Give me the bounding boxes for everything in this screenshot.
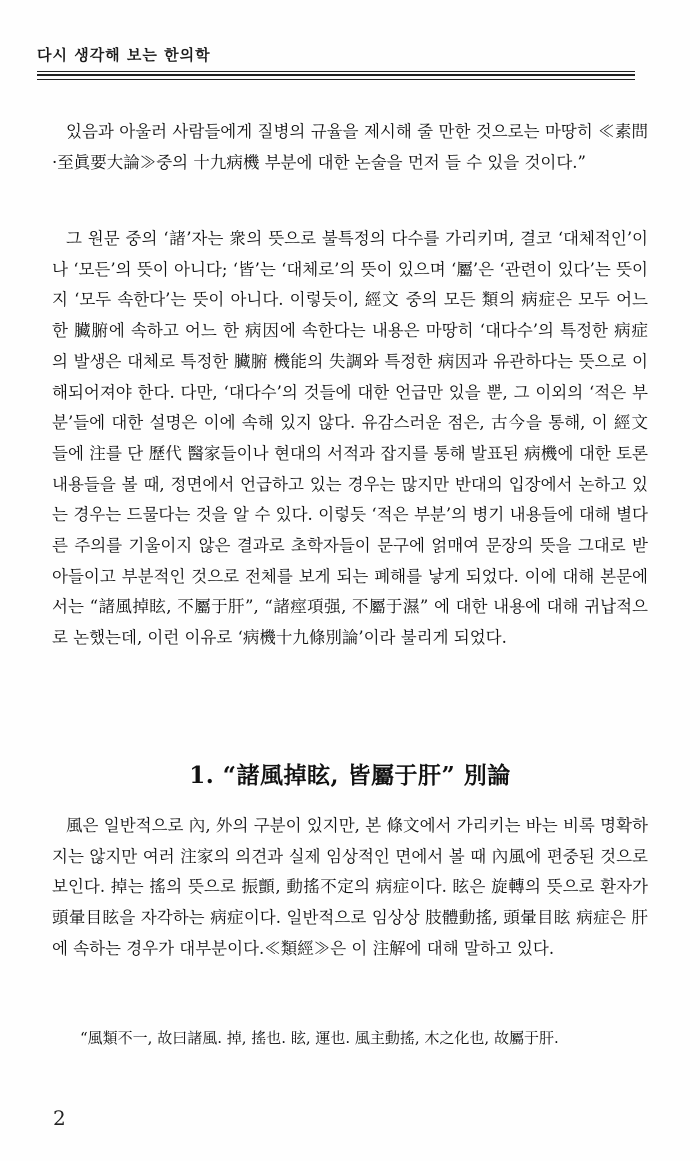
header-rule: [37, 71, 635, 72]
header-rule: [37, 74, 635, 76]
paragraph-wind-explanation: 風은 일반적으로 內, 外의 구분이 있지만, 본 條文에서 가리키는 바는 비록 명확하지는 않지만 여러 注家의 의견과 실제 임상적인 면에서 볼 때 內風에 편중된 것으로 보인다. 掉는 搖의 뜻으로 振顫, 動搖不定의 病症이다. 眩은 旋轉의 뜻으로 환자가 頭暈目眩을 자각하는 病症이다. 일반적으로 임상상 肢體動搖, 頭暈目眩 病症은 肝에 속하는 경우가 대부분이다.≪類經≫은 이 注解에 대해 말하고 있다.: [52, 816, 648, 958]
paragraph-original-text-discussion: 그 원문 중의 ‘諸’자는 衆의 뜻으로 불특정의 다수를 가리키며, 결코 ‘대체적인’이나 ‘모든’의 뜻이 아니다; ‘皆’는 ‘대체로’의 뜻이 있으며 ‘屬’은 ‘관련이 있다’는 뜻이지 ‘모두 속한다’는 뜻이 아니다. 이렇듯이, 經文 중의 모든 類의 病症은 모두 어느 한 臟腑에 속하고 어느 한 病因에 속한다는 내용은 마땅히 ‘대다수’의 특정한 病症의 발생은 대체로 특정한 臟腑 機能의 失調와 특정한 病因과 유관하다는 뜻으로 이해되어져야 한다. 다만, ‘대다수’의 것들에 대한 언급만 있을 뿐, 그 이외의 ‘적은 부분’들에 대한 설명은 이에 속해 있지 않다. 유감스러운 점은, 古今을 통해, 이 經文들에 注를 단 歷代 醫家들이나 현대의 서적과 잡지를 통해 발표된 病機에 대한 토론 내용들을 볼 때, 정면에서 언급하고 있는 경우는 많지만 반대의 입장에서 논하고 있는 경우는 드물다는 것을 알 수 있다. 이렇듯 ‘적은 부분’의 병기 내용들에 대해 별다른 주의를 기울이지 않은 결과로 초학자들이 문구에 얽매여 문장의 뜻을 그대로 받아들이고 부분적인 것으로 전체를 보게 되는 폐해를 낳게 되었다. 이에 대해 본문에서는 “諸風掉眩, 不屬于肝”, “諸痙項强, 不屬于濕” 에 대한 내용에 대해 귀납적으로 논했는데, 이런 이유로 ‘病機十九條別論’이라 불리게 되었다.: [52, 229, 648, 648]
page-number: 2: [53, 1106, 66, 1130]
paragraph-continued: 있음과 아울러 사람들에게 질병의 규율을 제시해 줄 만한 것으로는 마땅히 ≪素問·至眞要大論≫중의 十九病機 부분에 대한 논술을 먼저 들 수 있을 것이다.”: [52, 122, 648, 172]
section-heading: 1. “諸風掉眩, 皆屬于肝” 別論: [189, 762, 511, 789]
header-rule: [37, 79, 635, 80]
quoted-citation: “風類不一, 故曰諸風. 掉, 搖也. 眩, 運也. 風主動搖, 木之化也, 故屬于肝.: [80, 1029, 559, 1047]
running-header: 다시 생각해 보는 한의학: [37, 46, 211, 64]
